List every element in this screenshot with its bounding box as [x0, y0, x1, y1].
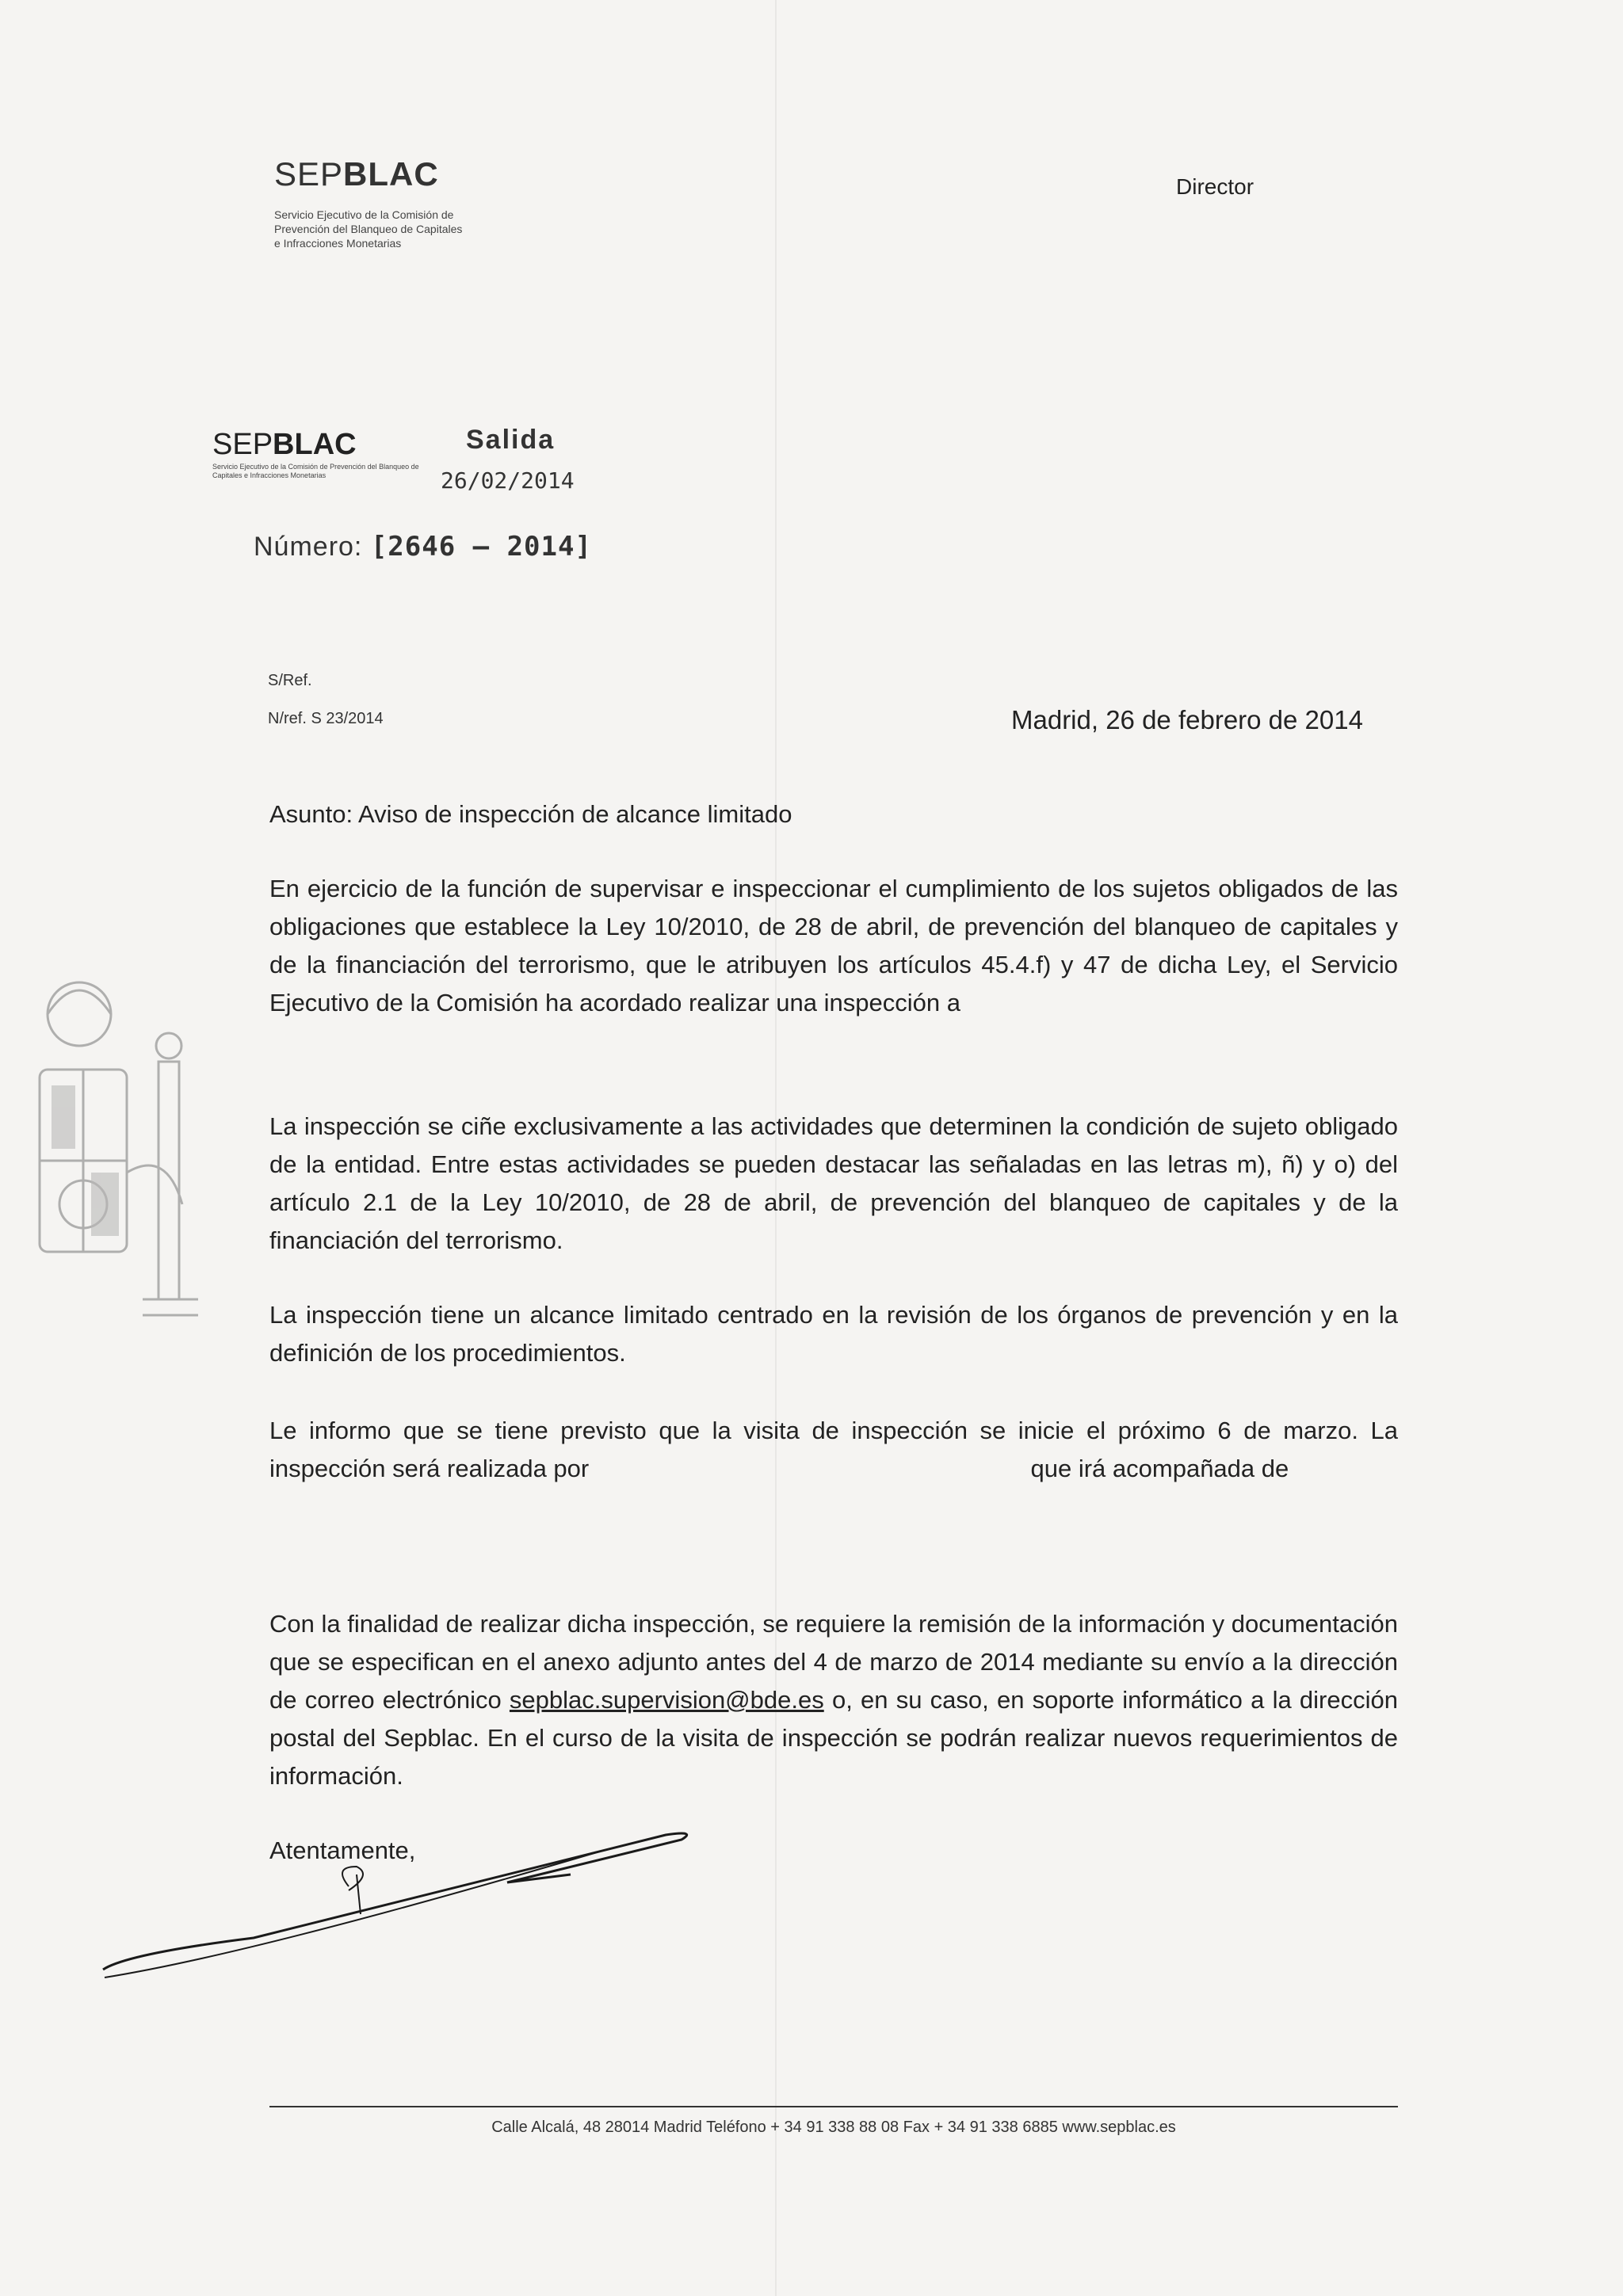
subject-text: Aviso de inspección de alcance limitado [358, 800, 792, 828]
org-line-2: Prevención del Blanqueo de Capitales [274, 223, 463, 235]
body-paragraph-4-tail: que irá [1030, 1455, 1106, 1482]
body-paragraph-4-text: Le informo que se tiene previsto que la visita de inspección se inicie el próximo 6 de marzo. La inspección será realizada por [269, 1417, 1398, 1482]
coat-of-arms-watermark [24, 967, 206, 1347]
place-and-date: Madrid, 26 de febrero de 2014 [1011, 705, 1363, 734]
org-line-1: Servicio Ejecutivo de la Comisión de [274, 208, 454, 221]
body-paragraph-2: La inspección se ciñe exclusivamente a las actividades que determinen la condición de sujeto obligado de la entidad. Entre estas actividades se pueden destacar las señaladas en las letras m), ñ) y o) del artículo 2.1 de la Ley 10/2010, de 28 de abril, de prevención del blanqueo de capitales y de la financiación del terrorismo. [269, 1112, 1398, 1254]
our-reference: N/ref. S 23/2014 [268, 710, 384, 727]
footer-rule [269, 2106, 1398, 2107]
stamp-org-text: Servicio Ejecutivo de la Comisión de Prevención del Blanqueo de Capitales e Infracciones Monetarias [212, 463, 419, 479]
organization-name [274, 208, 591, 250]
stamp-date: 26/02/2014 [441, 467, 575, 494]
body-paragraph-5-rest: o, en su caso, en soporte informático a la dirección postal del Sepblac. En el curso de la visita de inspección se podrán realizar nuevos requerimientos de información. [269, 1686, 1398, 1790]
recipient-title: Director [1176, 174, 1254, 199]
body-paragraph-4 [269, 1412, 1398, 1488]
closing-salutation: Atentamente, [269, 1836, 416, 1864]
subject-label: Asunto: [269, 800, 353, 828]
registry-number-label: Número: [254, 532, 363, 562]
handwritten-signature [95, 1819, 729, 2017]
body-paragraph-1: En ejercicio de la función de supervisar e inspeccionar el cumplimiento de los sujetos obligados de las obligaciones que establece la Ley 10/2010, de 28 de abril, de prevención del blanqueo de capitales y de la financiación del terrorismo, que le atribuyen los artículos 45.4.f) y 47 de dicha Ley, el Servicio Ejecutivo de la Comisión ha acordado realizar una inspección a [269, 875, 1398, 1016]
body-paragraph-5 [269, 1605, 1398, 1795]
subject-line [269, 800, 792, 829]
your-reference: S/Ref. [268, 672, 312, 689]
body-paragraph-3: La inspección tiene un alcance limitado centrado en la revisión de los órganos de prevención y en la definición de los procedimientos. [269, 1301, 1398, 1367]
registry-number [254, 531, 592, 563]
body-paragraph-5-text: Con la finalidad de realizar dicha inspección, se requiere la remisión de la información y documentación que se especifican en el anexo adjunto antes del 4 de marzo de 2014 mediante su envío a la dirección de correo electrónico [269, 1610, 1398, 1714]
footer-contact: Calle Alcalá, 48 28014 Madrid Teléfono + 34 91 338 88 08 Fax + 34 91 338 6885 www.sepblac.es [491, 2119, 1176, 2136]
stamp-logo [212, 428, 357, 462]
logo-text-bold: BLAC [343, 155, 439, 193]
sepblac-logo [274, 155, 439, 193]
org-line-3: e Infracciones Monetarias [274, 237, 402, 250]
logo-text-light: SEP [274, 155, 344, 193]
stamp-logo-light: SEP [212, 428, 273, 461]
stamp-label: Salida [466, 425, 556, 455]
registry-number-value: [2646 – 2014] [370, 531, 592, 563]
stamp-logo-bold: BLAC [273, 428, 357, 461]
email-link[interactable]: sepblac.supervision@bde.es [509, 1686, 824, 1714]
body-paragraph-4-continuation: acompañada de [1112, 1455, 1289, 1482]
